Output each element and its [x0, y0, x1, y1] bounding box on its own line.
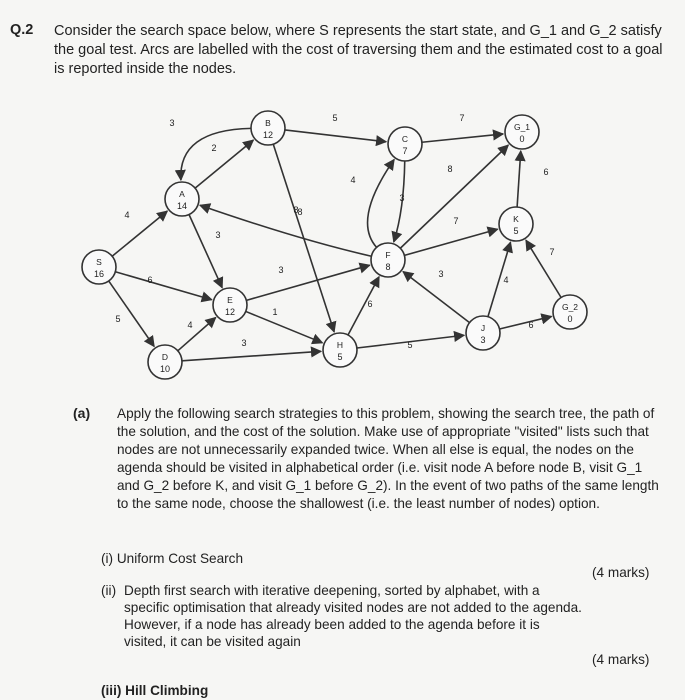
node-label: G_1 — [513, 122, 531, 132]
node-heuristic: 14 — [176, 201, 188, 211]
edge-cost-label: 1 — [272, 307, 278, 317]
edge-cost-label: 7 — [459, 113, 465, 123]
edge-e-h — [246, 311, 323, 342]
question-number: Q.2 — [10, 22, 34, 38]
node-k — [499, 207, 533, 241]
node-heuristic: 0 — [567, 314, 573, 324]
subpart-i-label: (i) — [101, 551, 114, 566]
node-label: A — [179, 189, 185, 199]
edge-cost-label: 4 — [350, 175, 356, 185]
edge-cost-label: 6 — [528, 320, 534, 330]
edge-cost-label: 6 — [543, 167, 549, 177]
node-e — [213, 288, 247, 322]
node-c — [388, 127, 422, 161]
edge-cost-label: 3 — [438, 269, 444, 279]
node-b — [251, 111, 285, 145]
edge-c-g1 — [422, 134, 503, 142]
edge-cost-label: 4 — [124, 210, 130, 220]
edge-e-f — [246, 265, 369, 300]
edge-cost-label: 7 — [453, 216, 459, 226]
edge-s-e — [115, 272, 211, 300]
node-heuristic: 12 — [262, 130, 274, 140]
edge-cost-label: 8 — [297, 207, 303, 217]
part-a-label: (a) — [73, 405, 91, 421]
edge-b-a — [181, 128, 251, 180]
edge-cost-label: 6 — [147, 275, 153, 285]
node-label: G_2 — [561, 302, 579, 312]
subpart-iii-text: Hill Climbing — [125, 683, 209, 698]
node-heuristic: 8 — [385, 262, 391, 272]
edge-cost-label: 5 — [115, 314, 121, 324]
node-label: F — [385, 250, 391, 260]
edge-cost-label: 4 — [503, 275, 509, 285]
node-label: K — [513, 214, 519, 224]
edge-cost-label: 8 — [293, 205, 299, 215]
node-label: H — [336, 340, 344, 350]
edge-j-f — [403, 272, 469, 323]
node-label: J — [480, 323, 486, 333]
edge-d-e — [178, 318, 216, 351]
edge-g2-k — [526, 240, 561, 297]
edge-f-c — [368, 160, 395, 248]
node-label: E — [227, 295, 233, 305]
subpart-ii-text: Depth first search with iterative deepening, sorted by alphabet, with a specific optimisation that already visited nodes are not added to the agenda. However, if a node has already been added to the agenda before it is visited, it can be visited again — [124, 583, 582, 649]
node-g2 — [553, 295, 587, 329]
subpart-i-text: Uniform Cost Search — [116, 551, 244, 566]
node-label: B — [265, 118, 271, 128]
edge-k-g1 — [517, 151, 521, 207]
search-graph-diagram — [0, 100, 685, 385]
node-heuristic: 7 — [402, 146, 408, 156]
subpart-i — [101, 550, 581, 567]
edge-cost-label: 3 — [399, 193, 405, 203]
subpart-i-marks: (4 marks) — [592, 565, 650, 580]
node-g1 — [505, 115, 539, 149]
node-d — [148, 345, 182, 379]
edge-cost-label: 5 — [407, 340, 413, 350]
edge-cost-label: 7 — [549, 247, 555, 257]
node-heuristic: 5 — [337, 352, 343, 362]
edge-f-k — [404, 229, 497, 255]
node-label: S — [96, 257, 102, 267]
node-heuristic: 0 — [519, 134, 525, 144]
edge-cost-label: 3 — [215, 230, 221, 240]
edge-s-a — [112, 211, 167, 256]
edge-cost-label: 8 — [447, 164, 453, 174]
edge-h-f — [348, 277, 379, 335]
subpart-iii-label: (iii) — [101, 683, 122, 698]
node-j — [466, 316, 500, 350]
edge-cost-label: 5 — [332, 113, 338, 123]
subpart-iii — [101, 682, 401, 699]
subpart-ii-marks: (4 marks) — [592, 652, 650, 667]
node-heuristic: 10 — [159, 364, 171, 374]
edge-cost-label: 6 — [367, 299, 373, 309]
edge-f-a — [200, 205, 371, 256]
edge-cost-label: 3 — [169, 118, 175, 128]
edge-b-c — [285, 130, 386, 142]
node-heuristic: 5 — [513, 226, 519, 236]
node-label: D — [161, 352, 169, 362]
node-label: C — [401, 134, 409, 144]
edge-cost-label: 3 — [241, 338, 247, 348]
edge-j-g2 — [500, 316, 552, 329]
node-heuristic: 3 — [480, 335, 486, 345]
node-heuristic: 12 — [224, 307, 236, 317]
edge-f-g1 — [400, 145, 508, 248]
question-text: Consider the search space below, where S represents the start state, and G_1 and G_2 satisfy the goal test. Arcs are labelled with the cost of traversing them and the estimated cost to a goal is reported inside the nodes. — [54, 23, 663, 77]
node-s — [82, 250, 116, 284]
node-a — [165, 182, 199, 216]
edge-d-h — [182, 351, 321, 361]
edge-cost-label: 2 — [211, 143, 217, 153]
node-h — [323, 333, 357, 367]
node-f — [371, 243, 405, 277]
part-a-text: Apply the following search strategies to this problem, showing the search tree, the path of the solution, and the cost of the solution. Make use of appropriate "visited" lists such that nodes are not unnecessarily expanded twice. When all else is equal, the nodes on the agenda should be visited in alphabetical order (i.e. visit node A before node B, visit G_1 and G_2 before K, and visit G_1 before G_2). In the event of two paths of the same length to the same node, choose the shallowest (i.e. the least number of nodes) option. — [117, 406, 659, 511]
node-heuristic: 16 — [93, 269, 105, 279]
subpart-ii-label: (ii) — [101, 583, 117, 598]
edge-a-b — [195, 140, 253, 188]
edge-a-e — [189, 214, 222, 287]
edge-cost-label: 3 — [278, 265, 284, 275]
edge-cost-label: 4 — [187, 320, 193, 330]
